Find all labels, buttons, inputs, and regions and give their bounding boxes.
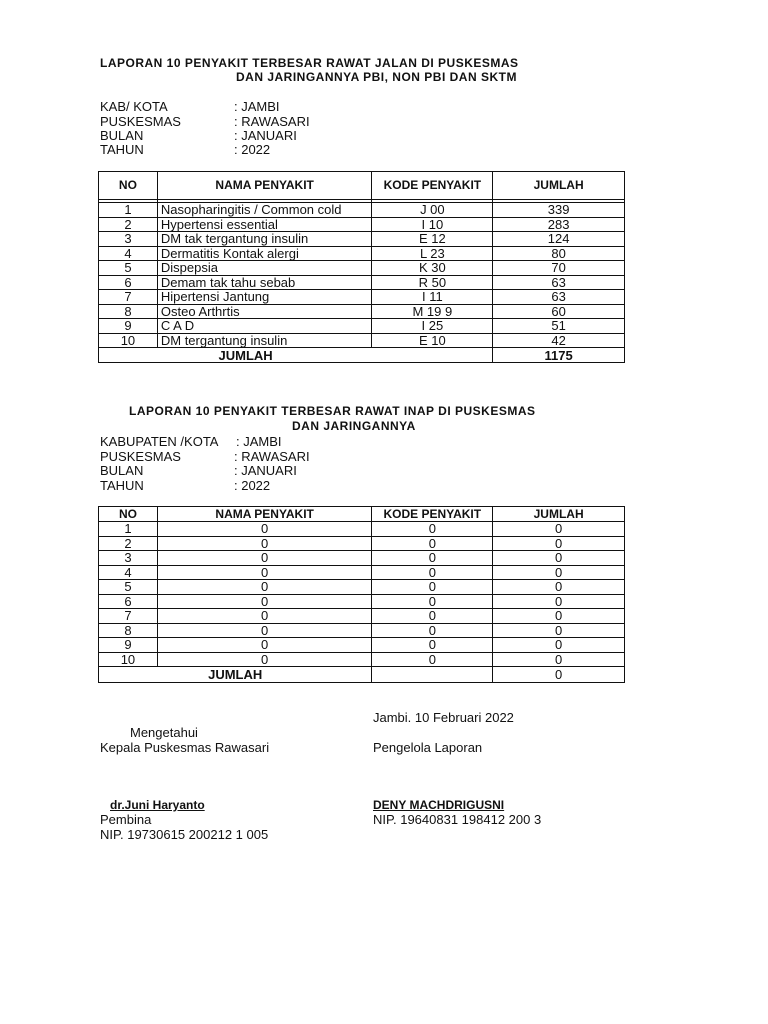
cell-no: 6 — [99, 275, 158, 290]
cell-jumlah: 51 — [493, 319, 625, 334]
cell-nama-penyakit: Osteo Arthrtis — [157, 304, 372, 319]
cell-no: 2 — [99, 217, 158, 232]
cell-jumlah: 0 — [493, 551, 625, 566]
left-signatory-name: dr.Juni Haryanto — [110, 798, 205, 812]
report1-title-line1: LAPORAN 10 PENYAKIT TERBESAR RAWAT JALAN DI PUSKESMAS — [100, 56, 519, 70]
meta-key: KABUPATEN /KOTA — [100, 434, 219, 449]
cell-kode-penyakit: E 10 — [372, 333, 493, 348]
col-header-no: NO — [99, 507, 158, 522]
cell-jumlah: 60 — [493, 304, 625, 319]
cell-no: 7 — [99, 609, 158, 624]
table-row — [99, 594, 625, 609]
cell-kode-penyakit: 0 — [372, 623, 493, 638]
total-empty-cell — [372, 667, 493, 683]
table-row — [99, 290, 625, 305]
table-total-row — [99, 348, 625, 363]
report2-table — [98, 506, 625, 683]
table-row — [99, 522, 625, 537]
cell-jumlah: 80 — [493, 246, 625, 261]
table-row — [99, 333, 625, 348]
table-row — [99, 203, 625, 218]
meta-key: KAB/ KOTA — [100, 99, 168, 114]
meta-value: : RAWASARI — [234, 449, 310, 464]
total-label: JUMLAH — [99, 348, 493, 363]
report1-title-line2: DAN JARINGANNYA PBI, NON PBI DAN SKTM — [236, 70, 517, 84]
meta-value: : 2022 — [234, 142, 271, 157]
cell-kode-penyakit: 0 — [372, 522, 493, 537]
cell-no: 1 — [99, 522, 158, 537]
cell-jumlah: 63 — [493, 290, 625, 305]
cell-kode-penyakit: R 50 — [372, 275, 493, 290]
cell-kode-penyakit: 0 — [372, 638, 493, 653]
table-header-row — [99, 172, 625, 200]
total-value: 1175 — [493, 348, 625, 363]
cell-kode-penyakit: I 25 — [372, 319, 493, 334]
cell-jumlah: 0 — [493, 609, 625, 624]
cell-kode-penyakit: M 19 9 — [372, 304, 493, 319]
meta-value: : JANUARI — [234, 128, 297, 143]
cell-kode-penyakit: I 10 — [372, 217, 493, 232]
cell-nama-penyakit: 0 — [157, 609, 372, 624]
cell-nama-penyakit: C A D — [157, 319, 372, 334]
cell-jumlah: 63 — [493, 275, 625, 290]
cell-no: 3 — [99, 232, 158, 247]
meta-row — [100, 128, 297, 143]
cell-jumlah: 0 — [493, 565, 625, 580]
cell-no: 2 — [99, 536, 158, 551]
cell-jumlah: 0 — [493, 522, 625, 537]
cell-jumlah: 0 — [493, 536, 625, 551]
cell-nama-penyakit: 0 — [157, 580, 372, 595]
right-nip: NIP. 19640831 198412 200 3 — [373, 812, 542, 827]
table-row — [99, 232, 625, 247]
meta-row — [100, 142, 271, 157]
table-row — [99, 638, 625, 653]
meta-value: : JAMBI — [234, 99, 280, 114]
cell-kode-penyakit: L 23 — [372, 246, 493, 261]
cell-kode-penyakit: 0 — [372, 536, 493, 551]
cell-kode-penyakit: 0 — [372, 609, 493, 624]
cell-nama-penyakit: 0 — [157, 594, 372, 609]
meta-key: BULAN — [100, 128, 144, 143]
cell-kode-penyakit: 0 — [372, 580, 493, 595]
cell-jumlah: 124 — [493, 232, 625, 247]
cell-nama-penyakit: DM tergantung insulin — [157, 333, 372, 348]
table-row — [99, 275, 625, 290]
right-role: Pengelola Laporan — [373, 740, 483, 755]
cell-nama-penyakit: Hypertensi essential — [157, 217, 372, 232]
cell-no: 4 — [99, 565, 158, 580]
meta-row — [100, 449, 310, 464]
cell-no: 10 — [99, 333, 158, 348]
left-intro: Mengetahui — [130, 725, 198, 740]
meta-key: BULAN — [100, 463, 144, 478]
col-header-nama: NAMA PENYAKIT — [157, 507, 372, 522]
cell-nama-penyakit: 0 — [157, 551, 372, 566]
meta-row — [100, 99, 280, 114]
table-total-row — [99, 667, 625, 683]
cell-nama-penyakit: 0 — [157, 652, 372, 667]
total-value: 0 — [493, 667, 625, 683]
cell-jumlah: 42 — [493, 333, 625, 348]
table-row — [99, 609, 625, 624]
table-row — [99, 319, 625, 334]
cell-jumlah: 339 — [493, 203, 625, 218]
report2-title-line2: DAN JARINGANNYA — [292, 419, 416, 433]
meta-row — [100, 114, 310, 129]
cell-no: 5 — [99, 580, 158, 595]
cell-nama-penyakit: 0 — [157, 623, 372, 638]
cell-no: 8 — [99, 304, 158, 319]
col-header-kode: KODE PENYAKIT — [372, 507, 493, 522]
cell-no: 9 — [99, 638, 158, 653]
meta-value: : JANUARI — [234, 463, 297, 478]
cell-no: 10 — [99, 652, 158, 667]
table-header-row — [99, 507, 625, 522]
cell-no: 9 — [99, 319, 158, 334]
cell-jumlah: 0 — [493, 652, 625, 667]
cell-no: 1 — [99, 203, 158, 218]
cell-kode-penyakit: I 11 — [372, 290, 493, 305]
cell-jumlah: 70 — [493, 261, 625, 276]
left-rank: Pembina — [100, 812, 152, 827]
cell-nama-penyakit: 0 — [157, 638, 372, 653]
cell-kode-penyakit: 0 — [372, 551, 493, 566]
cell-no: 7 — [99, 290, 158, 305]
col-header-nama: NAMA PENYAKIT — [157, 172, 372, 200]
cell-jumlah: 0 — [493, 580, 625, 595]
table-row — [99, 623, 625, 638]
meta-row — [100, 478, 271, 493]
cell-kode-penyakit: K 30 — [372, 261, 493, 276]
table-row — [99, 551, 625, 566]
meta-row — [100, 463, 297, 478]
cell-nama-penyakit: Dermatitis Kontak alergi — [157, 246, 372, 261]
col-header-jumlah: JUMLAH — [493, 172, 625, 200]
cell-nama-penyakit: 0 — [157, 565, 372, 580]
cell-kode-penyakit: J 00 — [372, 203, 493, 218]
cell-no: 5 — [99, 261, 158, 276]
cell-nama-penyakit: Hipertensi Jantung — [157, 290, 372, 305]
meta-key: PUSKESMAS — [100, 449, 181, 464]
meta-key: PUSKESMAS — [100, 114, 181, 129]
meta-value: : JAMBI — [236, 434, 282, 449]
table-row — [99, 217, 625, 232]
col-header-no: NO — [99, 172, 158, 200]
table-row — [99, 536, 625, 551]
table-row — [99, 580, 625, 595]
total-label: JUMLAH — [99, 667, 372, 683]
cell-jumlah: 0 — [493, 623, 625, 638]
meta-value: : RAWASARI — [234, 114, 310, 129]
table-row — [99, 304, 625, 319]
cell-nama-penyakit: Demam tak tahu sebab — [157, 275, 372, 290]
cell-kode-penyakit: 0 — [372, 594, 493, 609]
cell-jumlah: 283 — [493, 217, 625, 232]
table-row — [99, 261, 625, 276]
cell-no: 8 — [99, 623, 158, 638]
cell-kode-penyakit: E 12 — [372, 232, 493, 247]
table-row — [99, 565, 625, 580]
cell-no: 4 — [99, 246, 158, 261]
col-header-kode: KODE PENYAKIT — [372, 172, 493, 200]
meta-value: : 2022 — [234, 478, 271, 493]
cell-no: 3 — [99, 551, 158, 566]
signature-date: Jambi. 10 Februari 2022 — [373, 710, 514, 725]
cell-nama-penyakit: 0 — [157, 522, 372, 537]
cell-kode-penyakit: 0 — [372, 652, 493, 667]
cell-nama-penyakit: Dispepsia — [157, 261, 372, 276]
report2-title-line1: LAPORAN 10 PENYAKIT TERBESAR RAWAT INAP DI PUSKESMAS — [129, 404, 536, 418]
left-nip: NIP. 19730615 200212 1 005 — [100, 827, 269, 842]
left-role: Kepala Puskesmas Rawasari — [100, 740, 270, 755]
cell-nama-penyakit: 0 — [157, 536, 372, 551]
meta-key: TAHUN — [100, 478, 144, 493]
meta-key: TAHUN — [100, 142, 144, 157]
right-signatory-name: DENY MACHDRIGUSNI — [373, 798, 505, 812]
cell-jumlah: 0 — [493, 594, 625, 609]
col-header-jumlah: JUMLAH — [493, 507, 625, 522]
table-row — [99, 652, 625, 667]
table-row — [99, 246, 625, 261]
cell-jumlah: 0 — [493, 638, 625, 653]
cell-kode-penyakit: 0 — [372, 565, 493, 580]
cell-nama-penyakit: DM tak tergantung insulin — [157, 232, 372, 247]
cell-no: 6 — [99, 594, 158, 609]
cell-nama-penyakit: Nasopharingitis / Common cold — [157, 203, 372, 218]
meta-row — [100, 434, 282, 449]
report1-table — [98, 171, 625, 363]
